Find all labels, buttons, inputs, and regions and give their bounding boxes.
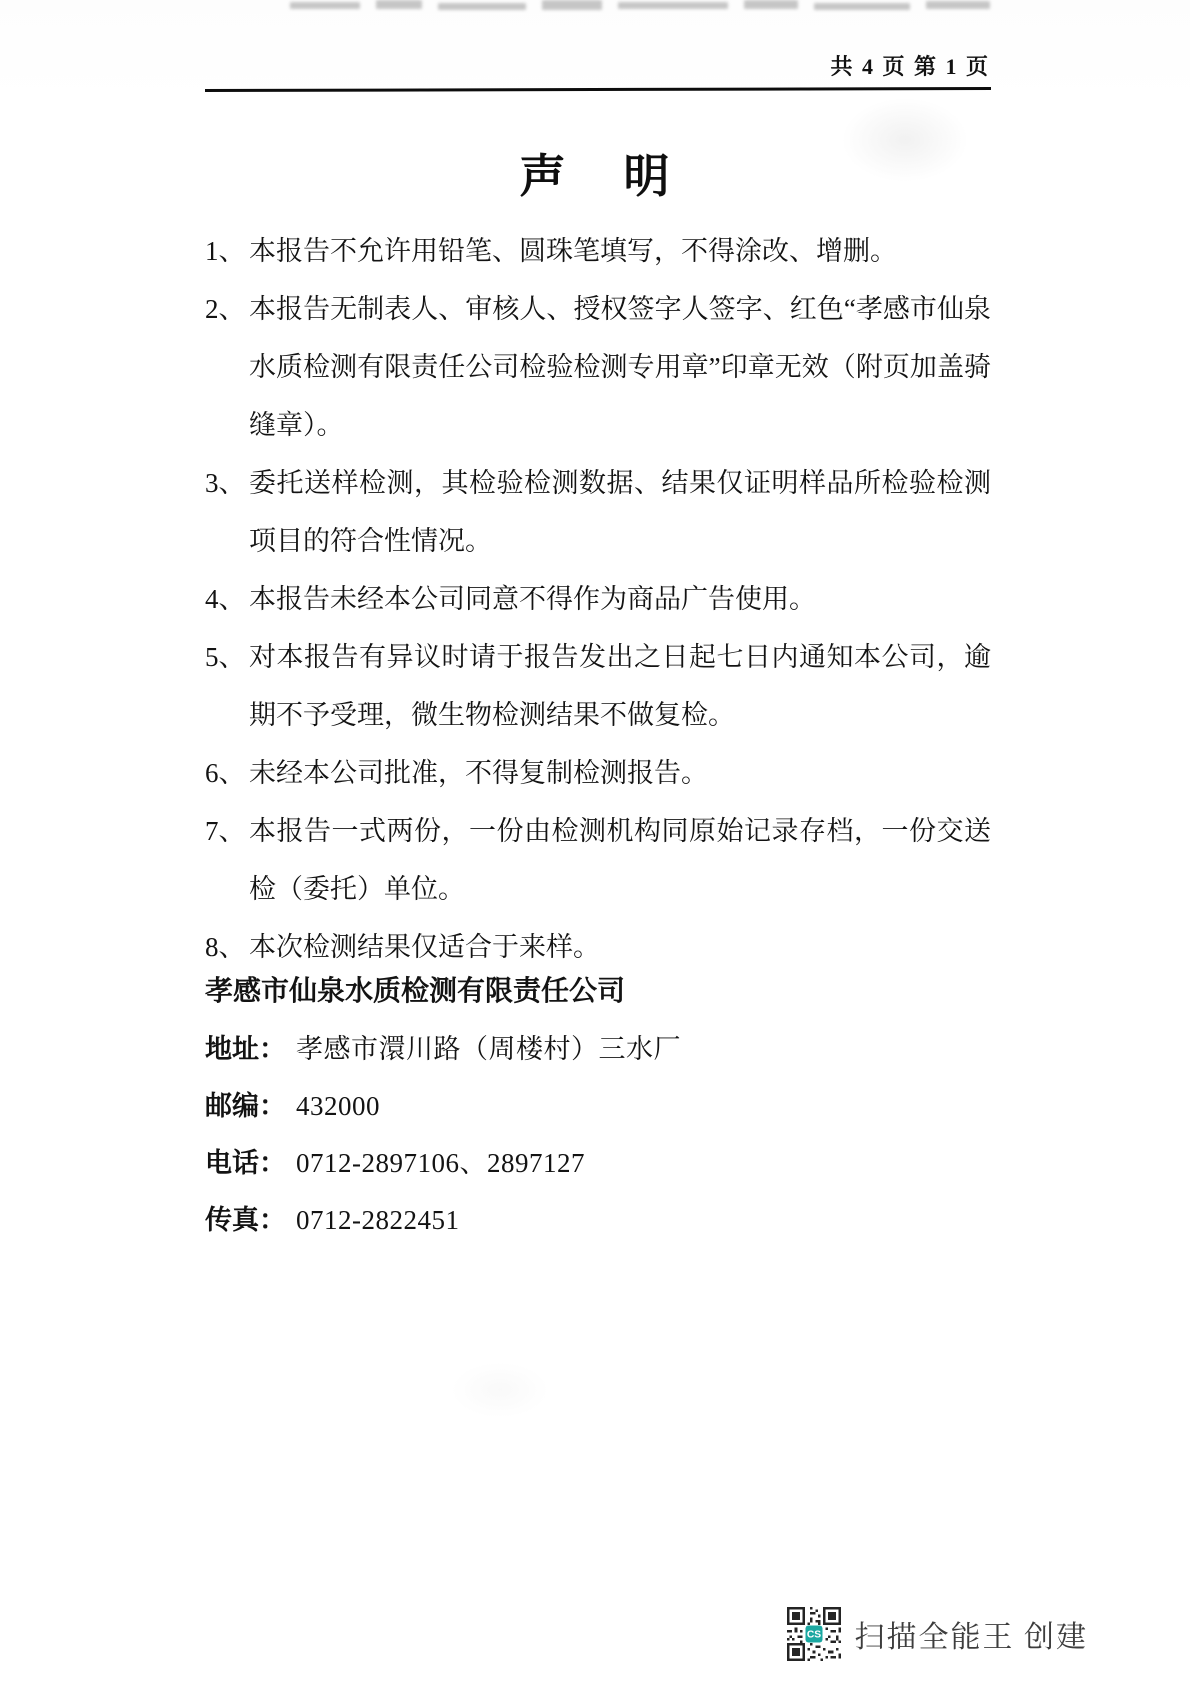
statement-item bbox=[205, 628, 991, 744]
statement-item bbox=[205, 802, 991, 918]
contact-label: 地址： bbox=[205, 1034, 286, 1064]
page-title: 声 明 bbox=[519, 150, 676, 202]
contact-row-phone bbox=[205, 1135, 991, 1192]
qr-center-label: CS bbox=[806, 1629, 821, 1641]
scan-artifact-top bbox=[290, 0, 1080, 13]
statement-text: 本次检测结果仅适合于来样。 bbox=[249, 932, 600, 962]
statement-item bbox=[205, 454, 991, 570]
statement-text: 本报告无制表人、审核人、授权签字人签字、红色“孝感市仙泉水质检测有限责任公司检验检测专用章”印章无效（附页加盖骑缝章）。 bbox=[249, 294, 991, 440]
contact-value: 0712-2822451 bbox=[296, 1205, 460, 1235]
company-name: 孝感市仙泉水质检测有限责任公司 bbox=[205, 975, 626, 1006]
contact-row-postcode bbox=[205, 1078, 991, 1135]
statement-item bbox=[205, 280, 991, 454]
statement-list bbox=[205, 222, 991, 976]
statement-item bbox=[205, 570, 991, 628]
statement-item bbox=[205, 744, 991, 802]
camscanner-watermark bbox=[787, 1606, 1089, 1662]
statement-text: 委托送样检测，其检验检测数据、结果仅证明样品所检验检测项目的符合性情况。 bbox=[249, 468, 991, 556]
statement-text: 未经本公司批准，不得复制检测报告。 bbox=[249, 758, 708, 788]
statement-text: 对本报告有异议时请于报告发出之日起七日内通知本公司，逾期不予受理，微生物检测结果不做复检。 bbox=[249, 642, 991, 730]
header-rule bbox=[205, 87, 991, 92]
camscanner-label: 扫描全能王 创建 bbox=[854, 1621, 1088, 1654]
statement-number: 1、 bbox=[205, 236, 246, 266]
qr-code-icon bbox=[787, 1606, 841, 1662]
contact-value: 0712-2897106、2897127 bbox=[296, 1148, 585, 1178]
contact-label: 邮编： bbox=[205, 1091, 286, 1121]
page-header bbox=[205, 50, 990, 81]
company-block bbox=[205, 962, 991, 1249]
statement-number: 3、 bbox=[205, 468, 246, 498]
statement-number: 2、 bbox=[205, 294, 246, 324]
statement-text: 本报告未经本公司同意不得作为商品广告使用。 bbox=[249, 584, 816, 614]
statement-number: 7、 bbox=[205, 816, 246, 846]
statement-number: 5、 bbox=[205, 642, 246, 672]
contact-label: 传真： bbox=[205, 1205, 286, 1235]
contact-value: 432000 bbox=[296, 1091, 380, 1121]
contact-value: 孝感市澴川路（周楼村）三水厂 bbox=[296, 1034, 681, 1064]
statement-text: 本报告一式两份，一份由检测机构同原始记录存档，一份交送检（委托）单位。 bbox=[249, 816, 991, 904]
statement-text: 本报告不允许用铅笔、圆珠笔填写，不得涂改、增删。 bbox=[249, 236, 897, 266]
contact-label: 电话： bbox=[205, 1148, 286, 1178]
statement-number: 4、 bbox=[205, 584, 246, 614]
statement-number: 8、 bbox=[205, 932, 246, 962]
contact-row-fax bbox=[205, 1192, 991, 1249]
statement-item bbox=[205, 222, 991, 280]
contact-row-address bbox=[205, 1021, 991, 1078]
page-number: 共 4 页 第 1 页 bbox=[830, 54, 990, 79]
statement-number: 6、 bbox=[205, 758, 246, 788]
